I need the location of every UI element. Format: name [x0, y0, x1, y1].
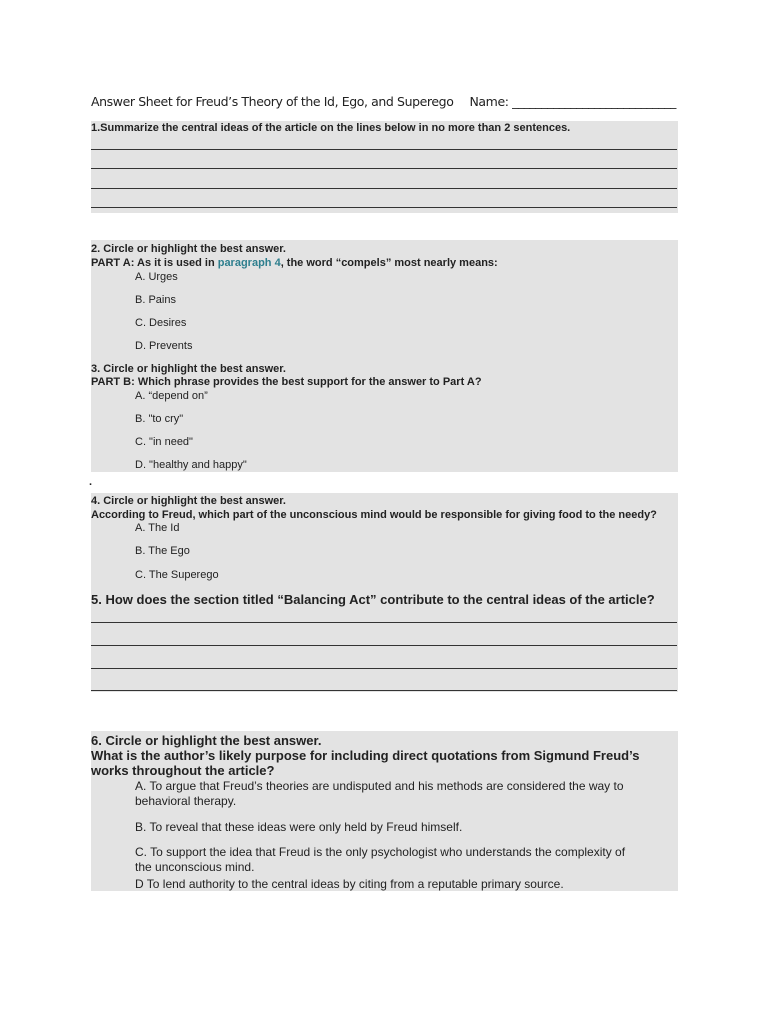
q5-prompt: 5. How does the section titled “Balancing Act” contribute to the central ideas of the article?	[91, 592, 655, 607]
q3-instruction: 3. Circle or highlight the best answer.	[91, 363, 286, 375]
q6-option-c-line-1: C. To support the idea that Freud is the only psychologist who understands the complexity of	[135, 845, 626, 859]
q5-answer-line-2[interactable]	[91, 645, 677, 646]
q6-option-c-line-2: the unconscious mind.	[135, 860, 255, 874]
worksheet-title: Answer Sheet for Freud’s Theory of the Id, Ego, and Superego	[91, 94, 454, 109]
q6-option-b[interactable]: B. To reveal that these ideas were only held by Freud himself.	[135, 820, 463, 834]
q3-option-c[interactable]: C. "in need"	[135, 436, 193, 448]
q3-option-d[interactable]: D. "healthy and happy"	[135, 459, 247, 471]
q3-option-a[interactable]: A. “depend on”	[135, 390, 208, 402]
q2-option-b[interactable]: B. Pains	[135, 294, 176, 306]
q1-prompt: 1.Summarize the central ideas of the article on the lines below in no more than 2 sentences.	[91, 122, 571, 134]
q4-option-c[interactable]: C. The Superego	[135, 569, 219, 581]
name-field[interactable]: Name: ____________________________	[469, 94, 676, 109]
q1-shade	[91, 121, 678, 213]
q4-instruction: 4. Circle or highlight the best answer.	[91, 495, 286, 507]
q1-answer-line-3[interactable]	[91, 188, 677, 189]
q6-option-a-line-2: behavioral therapy.	[135, 794, 237, 808]
q3-prompt: PART B: Which phrase provides the best support for the answer to Part A?	[91, 376, 482, 388]
q2-part-a-prompt	[91, 257, 498, 269]
q6-instruction: 6. Circle or highlight the best answer.	[91, 733, 322, 748]
q2-option-d[interactable]: D. Prevents	[135, 340, 193, 352]
q6-prompt-line-1: What is the author’s likely purpose for including direct quotations from Sigmund Freud’s	[91, 748, 640, 763]
q3-option-b[interactable]: B. "to cry"	[135, 413, 184, 425]
q1-answer-line-2[interactable]	[91, 168, 677, 169]
q2-instruction: 2. Circle or highlight the best answer.	[91, 243, 286, 255]
q2-option-c[interactable]: C. Desires	[135, 317, 187, 329]
q1-answer-line-1[interactable]	[91, 149, 677, 150]
q4-option-b[interactable]: B. The Ego	[135, 545, 190, 557]
q4-option-a[interactable]: A. The Id	[135, 522, 180, 534]
q6-option-d[interactable]: D To lend authority to the central ideas by citing from a reputable primary source.	[135, 877, 564, 891]
q2-part-a-suffix: , the word “compels” most nearly means:	[280, 257, 498, 269]
q4-prompt: According to Freud, which part of the unconscious mind would be responsible for giving food to the needy?	[91, 509, 657, 521]
q2-option-a[interactable]: A. Urges	[135, 271, 178, 283]
paragraph-4-link[interactable]: paragraph 4	[217, 257, 281, 269]
stray-dot: .	[89, 476, 93, 488]
q6-prompt-line-2: works throughout the article?	[91, 763, 275, 778]
q2-part-a-prefix: PART A: As it is used in	[91, 257, 218, 269]
q5-answer-line-3[interactable]	[91, 668, 677, 669]
page-header	[91, 94, 676, 109]
q5-answer-line-1[interactable]	[91, 622, 677, 623]
q5-answer-line-4[interactable]	[91, 690, 677, 691]
q1-answer-line-4[interactable]	[91, 207, 677, 208]
q6-option-a-line-1: A. To argue that Freud’s theories are undisputed and his methods are considered the way to	[135, 779, 624, 793]
